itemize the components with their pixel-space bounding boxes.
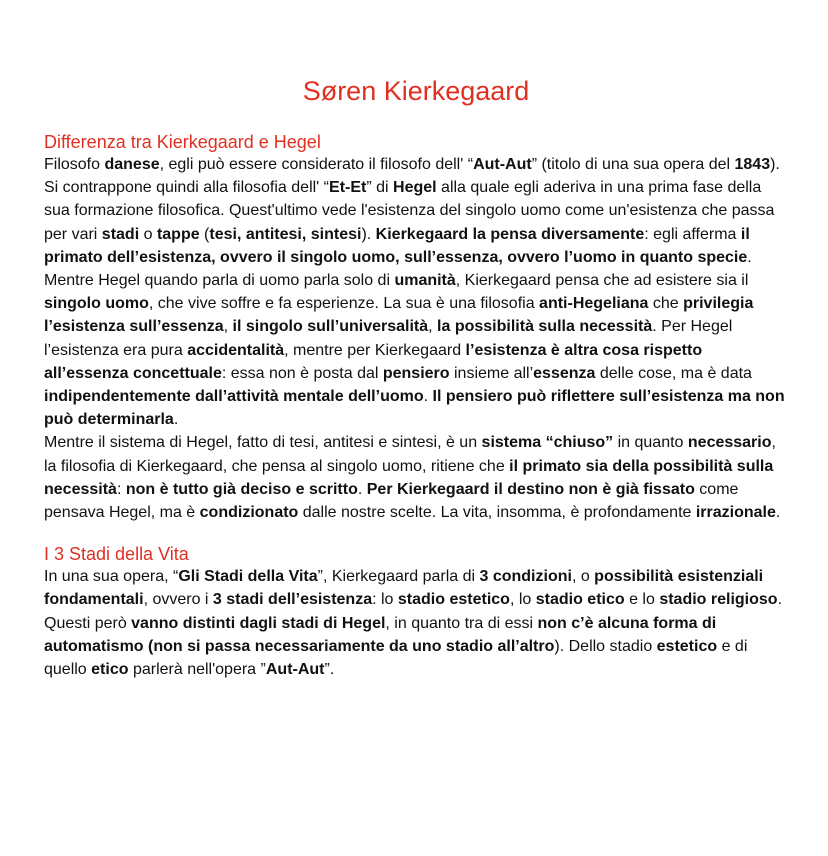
paragraph (44, 565, 788, 681)
text-run: insieme all’ (449, 364, 534, 382)
bold-text-run: l’esistenza è altra cosa rispetto all’essenza concettuale (44, 341, 703, 382)
bold-text-run: Per Kierkegaard il destino non è già fissato (366, 480, 695, 498)
text-run: parlerà nell'opera ” (128, 661, 266, 679)
bold-text-run: stadio religioso (659, 591, 778, 609)
text-run: delle cose, ma è data (595, 364, 752, 382)
text-run: ). (361, 225, 376, 243)
text-run: ). Si contrappone quindi alla filosofia dell' “ (44, 156, 780, 197)
bold-text-run: indipendentemente dall’attività mentale dell’uomo (44, 388, 424, 406)
text-run: . (775, 504, 781, 522)
text-run: , la filosofia di Kierkegaard, che pensa al singolo uomo, ritiene che (44, 434, 776, 475)
bold-text-run: Il pensiero può riflettere sull’esistenza ma non può determinarla (44, 388, 785, 429)
text-run: ”. (324, 661, 335, 679)
text-run: : lo (372, 591, 398, 609)
bold-text-run: 3 stadi dell’esistenza (212, 591, 373, 609)
bold-text-run: estetico (656, 637, 718, 655)
text-run: e di quello (44, 637, 748, 679)
text-run: dalle nostre scelte. La vita, insomma, è profondamente (298, 504, 696, 522)
bold-text-run: 3 condizioni (479, 568, 572, 586)
bold-text-run: privilegia l’esistenza sull’essenza (44, 295, 754, 336)
section-heading-differenza: Differenza tra Kierkegaard e Hegel (44, 132, 321, 152)
bold-text-run: pensiero (382, 364, 450, 382)
bold-text-run: umanità (394, 272, 456, 290)
bold-text-run: Aut-Aut (265, 661, 325, 679)
text-run: . (357, 480, 367, 498)
text-run: , mentre per Kierkegaard (284, 341, 466, 359)
bold-text-run: Gli Stadi della Vita (178, 568, 318, 586)
bold-text-run: vanno distinti dagli stadi di Hegel (131, 614, 386, 632)
paragraph (44, 431, 788, 524)
bold-text-run: tesi, antitesi, sintesi (209, 225, 362, 243)
text-run: ”, Kierkegaard parla di (317, 568, 480, 586)
text-run: che (648, 295, 684, 313)
bold-text-run: stadio etico (535, 591, 625, 609)
text-run: : (116, 480, 126, 498)
text-run: e lo (624, 591, 660, 609)
text-run: ” di (366, 179, 394, 197)
text-run: . Questi però (44, 591, 783, 632)
text-run: in quanto (613, 434, 688, 452)
bold-text-run: sistema “chiuso” (481, 434, 614, 452)
text-run: ” (titolo di una sua opera del (531, 156, 735, 173)
text-run: . (423, 388, 433, 406)
bold-text-run: danese (104, 156, 160, 173)
bold-text-run: Kierkegaard la pensa diversamente (375, 225, 645, 243)
bold-text-run: Hegel (393, 179, 437, 197)
bold-text-run: Aut-Aut (473, 156, 532, 173)
bold-text-run: il singolo sull’universalità (232, 318, 429, 336)
bold-text-run: singolo uomo (44, 295, 149, 313)
text-run: ). Dello stadio (554, 637, 657, 655)
bold-text-run: la possibilità sulla necessità (437, 318, 653, 336)
bold-text-run: 1843 (734, 156, 771, 173)
bold-text-run: condizionato (199, 504, 299, 522)
text-run: ( (199, 225, 210, 243)
section-heading-stadi: I 3 Stadi della Vita (44, 544, 189, 565)
text-run: , egli può essere considerato il filosofo dell' “ (159, 156, 474, 173)
document-title: Søren Kierkegaard (302, 76, 530, 106)
document-page (0, 74, 828, 856)
text-run: Filosofo (44, 156, 105, 173)
text-run: : essa non è posta dal (221, 364, 383, 382)
bold-text-run: tappe (156, 225, 200, 243)
text-run: , Kierkegaard pensa che ad esistere sia il (455, 272, 749, 290)
text-run: , (223, 318, 233, 336)
text-run: In una sua opera, “ (44, 568, 179, 586)
bold-text-run: (non si passa necessariamente da uno stadio all’altro (148, 637, 555, 655)
bold-text-run: stadi (101, 225, 140, 243)
text-run: , (428, 318, 438, 336)
text-run: . Mentre Hegel quando parla di uomo parla solo di (44, 248, 752, 290)
bold-text-run: essenza (533, 364, 596, 382)
text-run: . Per Hegel l’esistenza era pura (44, 318, 733, 359)
bold-text-run: necessario (687, 434, 772, 452)
text-run: . (173, 411, 179, 429)
bold-text-run: possibilità esistenziali fondamentali (44, 568, 764, 609)
text-run: : egli afferma (644, 225, 741, 243)
text-run: Mentre il sistema di Hegel, fatto di tesi, antitesi e sintesi, è un (44, 434, 482, 452)
bold-text-run: accidentalità (187, 341, 285, 359)
bold-text-run: non è tutto già deciso e scritto (125, 480, 358, 498)
bold-text-run: stadio estetico (397, 591, 510, 609)
text-run: , in quanto tra di essi (385, 614, 538, 632)
text-run: , o (571, 568, 595, 586)
bold-text-run: il primato sia della possibilità sulla necessità (44, 457, 774, 498)
paragraph (44, 153, 788, 431)
bold-text-run: non c’è alcuna forma di automatismo (44, 614, 717, 655)
text-run: , ovvero i (143, 591, 213, 609)
text-run: o (139, 225, 157, 243)
bold-text-run: anti-Hegeliana (539, 295, 649, 313)
bold-text-run: Et-Et (329, 179, 367, 197)
bold-text-run: etico (91, 661, 129, 679)
text-run: , lo (509, 591, 536, 609)
text-run: come pensava Hegel, ma è (44, 480, 739, 522)
bold-text-run: irrazionale (695, 504, 776, 522)
text-run: alla quale egli aderiva in una prima fase della sua formazione filosofica. Quest'ultimo vede l'esistenza del singolo uomo come un'esistenza che passa per vari (44, 179, 775, 243)
text-run: , che vive soffre e fa esperienze. La sua è una filosofia (148, 295, 540, 313)
bold-text-run: il primato dell’esistenza, ovvero il singolo uomo, sull’essenza, ovvero l’uomo in quanto specie (44, 225, 750, 266)
